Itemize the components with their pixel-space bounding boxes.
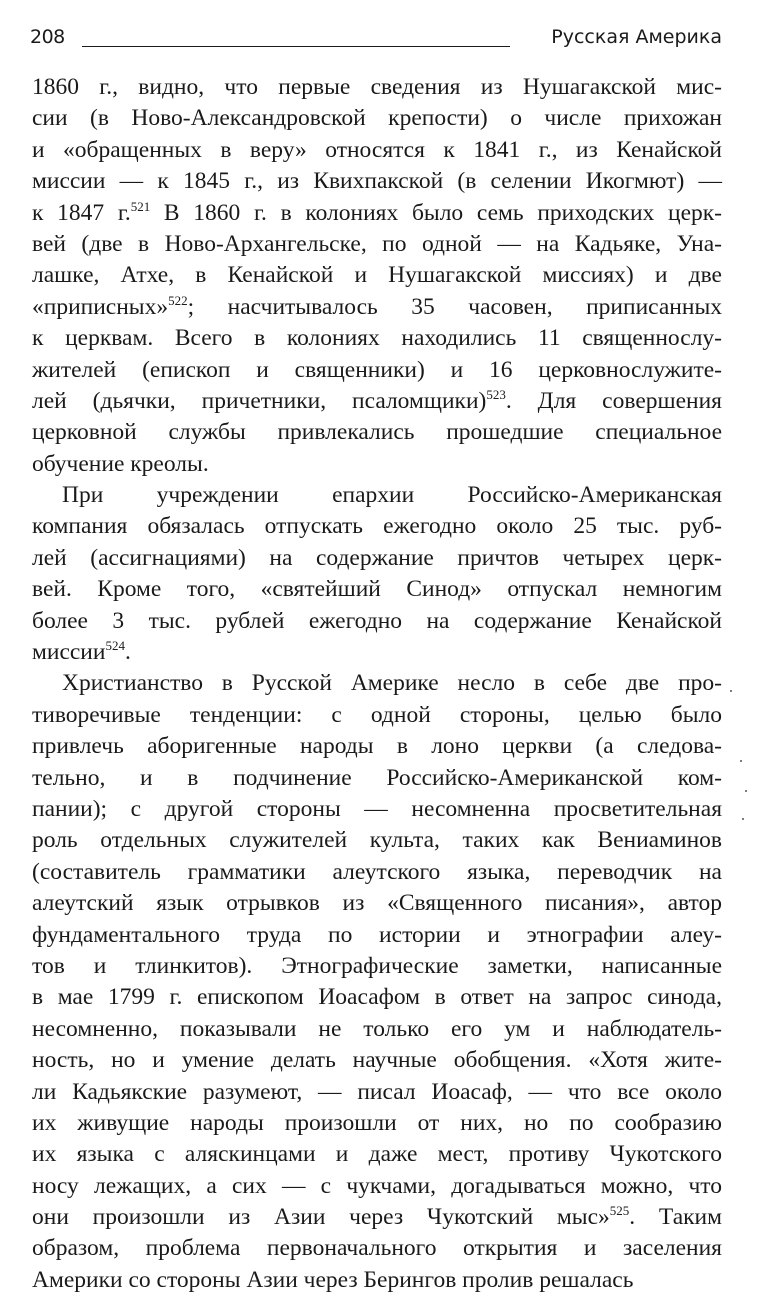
line-text: они произошли из Азии через Чукотский мыс»: [32, 1204, 610, 1231]
text-line: [32, 637, 722, 668]
line-text: привлечь аборигенные народы в лоно церкви (а следова-: [32, 733, 722, 760]
text-line: [32, 668, 722, 699]
header-rule: [82, 46, 510, 47]
line-text: компания обязалась отпускать ежегодно около 25 тыс. руб-: [32, 513, 722, 540]
text-line: [32, 355, 722, 386]
line-text: Христианство в Русской Америке несло в себе две про-: [62, 670, 722, 697]
line-text: жителей (епископ и священники) и 16 церковнослужите-: [32, 356, 722, 383]
running-title: Русская Америка: [551, 26, 722, 48]
line-text: тиворечивые тенденции: с одной стороны, целью было: [32, 701, 722, 728]
text-line: [32, 731, 722, 762]
line-text: лей (дьячки, причетники, псаломщики): [32, 387, 487, 414]
text-line: [32, 700, 722, 731]
line-text: Америки со стороны Азии через Берингов пролив решалась: [32, 1266, 634, 1293]
text-line: [32, 229, 722, 260]
text-line: [32, 260, 722, 291]
line-text: «приписных»: [32, 293, 169, 320]
text-line: [32, 511, 722, 542]
text-line: [32, 982, 722, 1013]
footnote-ref: 524: [105, 638, 125, 654]
text-line: [32, 543, 722, 574]
line-text: фундаментального труда по истории и этнографии алеу-: [32, 921, 722, 948]
line-text: в мае 1799 г. епископом Иоасафом в ответ на запрос синода,: [32, 984, 722, 1011]
text-line: [32, 825, 722, 856]
line-text: и «обращенных в веру» относятся к 1841 г., из Кенайской: [32, 136, 722, 163]
line-text: роль отдельных служителей культа, таких как Вениаминов: [32, 827, 722, 854]
body-text: [32, 72, 722, 1296]
text-line: [32, 103, 722, 134]
footnote-ref: 521: [130, 198, 151, 214]
line-text: несомненно, показывали не только его ум и наблюдатель-: [32, 1015, 722, 1042]
text-line: [32, 951, 722, 982]
text-line: [32, 417, 722, 448]
paragraph: [32, 668, 722, 1296]
text-line: [32, 857, 722, 888]
scan-speck: [740, 760, 742, 762]
footnote-ref: 525: [609, 1203, 630, 1219]
line-text: тов и тлинкитов). Этнографические заметки, написанные: [32, 952, 722, 979]
text-line: [32, 1265, 722, 1296]
line-text: к церквам. Всего в колониях находились 11 священнослу-: [32, 325, 722, 352]
page-number: 208: [30, 26, 65, 48]
text-line: [32, 323, 722, 354]
line-text: образом, проблема первоначального открытия и заселения: [32, 1235, 722, 1262]
line-text: ность, но и умение делать научные обобщения. «Хотя жите-: [32, 1047, 722, 1074]
line-text: вей. Кроме того, «святейший Синод» отпускал немногим: [32, 576, 722, 603]
footnote-ref: 522: [168, 292, 188, 308]
scan-speck: [730, 690, 732, 692]
line-text: к 1847 г.: [32, 199, 131, 226]
text-line: [32, 135, 722, 166]
text-line: [32, 763, 722, 794]
text-line: [32, 1045, 722, 1076]
text-line: [32, 198, 722, 229]
text-line: [32, 1233, 722, 1264]
text-line: [32, 574, 722, 605]
line-text: их живущие народы произошли от них, но по сообразию: [32, 1109, 722, 1136]
line-text-after: В 1860 г. в колониях было семь приходских церк-: [150, 199, 722, 226]
line-text: лашке, Атхе, в Кенайской и Нушагакской миссиях) и две: [32, 262, 722, 289]
text-line: [32, 1139, 722, 1170]
paragraph: [32, 72, 722, 480]
text-line: [32, 1077, 722, 1108]
text-line: [32, 1202, 722, 1233]
line-text: церковной службы привлекались прошедшие специальное: [32, 419, 722, 446]
footnote-ref: 523: [486, 386, 506, 402]
line-text: При учреждении епархии Российско-Американская: [62, 482, 722, 509]
line-text: 1860 г., видно, что первые сведения из Нушагакской мис-: [32, 74, 722, 100]
line-text: вей (две в Ново-Архангельске, по одной — на Кадьяке, Уна-: [32, 230, 722, 257]
line-text: обучение креолы.: [32, 450, 209, 477]
text-line: [32, 292, 722, 323]
line-text: (составитель грамматики алеутского языка, переводчик на: [32, 858, 722, 885]
line-text: миссии — к 1845 г., из Квихпакской (в селении Икогмют) —: [32, 168, 722, 195]
text-line: [32, 72, 722, 103]
line-text: ли Кадьякские разумеют, — писал Иоасаф, — что все около: [32, 1078, 722, 1105]
line-text: лей (ассигнациями) на содержание причтов четырех церк-: [32, 544, 722, 571]
text-line: [32, 920, 722, 951]
text-line: [32, 166, 722, 197]
page-header: [30, 22, 722, 52]
text-line: [32, 386, 722, 417]
line-text: тельно, и в подчинение Российско-Американской ком-: [32, 764, 722, 791]
line-text-after: ; насчитывалось 35 часовен, приписанных: [187, 293, 722, 320]
text-line: [32, 606, 722, 637]
line-text: носу лежащих, а сих — с чукчами, догадываться можно, что: [32, 1172, 722, 1199]
line-text: более 3 тыс. рублей ежегодно на содержание Кенайской: [32, 607, 722, 634]
text-line: [32, 480, 722, 511]
scan-speck: [745, 790, 747, 792]
line-text-after: . Для совершения: [505, 387, 722, 414]
line-text: их языка с аляскинцами и даже мест, противу Чукотского: [32, 1141, 722, 1168]
text-line: [32, 888, 722, 919]
paragraph: [32, 480, 722, 668]
text-line: [32, 1171, 722, 1202]
scan-speck: [742, 818, 744, 820]
text-line: [32, 1014, 722, 1045]
line-text: сии (в Ново-Александровской крепости) о числе прихожан: [32, 105, 722, 132]
line-text: пании); с другой стороны — несомненна просветительная: [32, 795, 722, 822]
text-line: [32, 1108, 722, 1139]
line-text-after: . Таким: [629, 1204, 722, 1231]
line-text: миссии: [32, 639, 106, 666]
line-text: алеутский язык отрывков из «Священного писания», автор: [32, 890, 722, 917]
text-line: [32, 449, 722, 480]
text-line: [32, 794, 722, 825]
line-text-after: .: [124, 639, 131, 666]
